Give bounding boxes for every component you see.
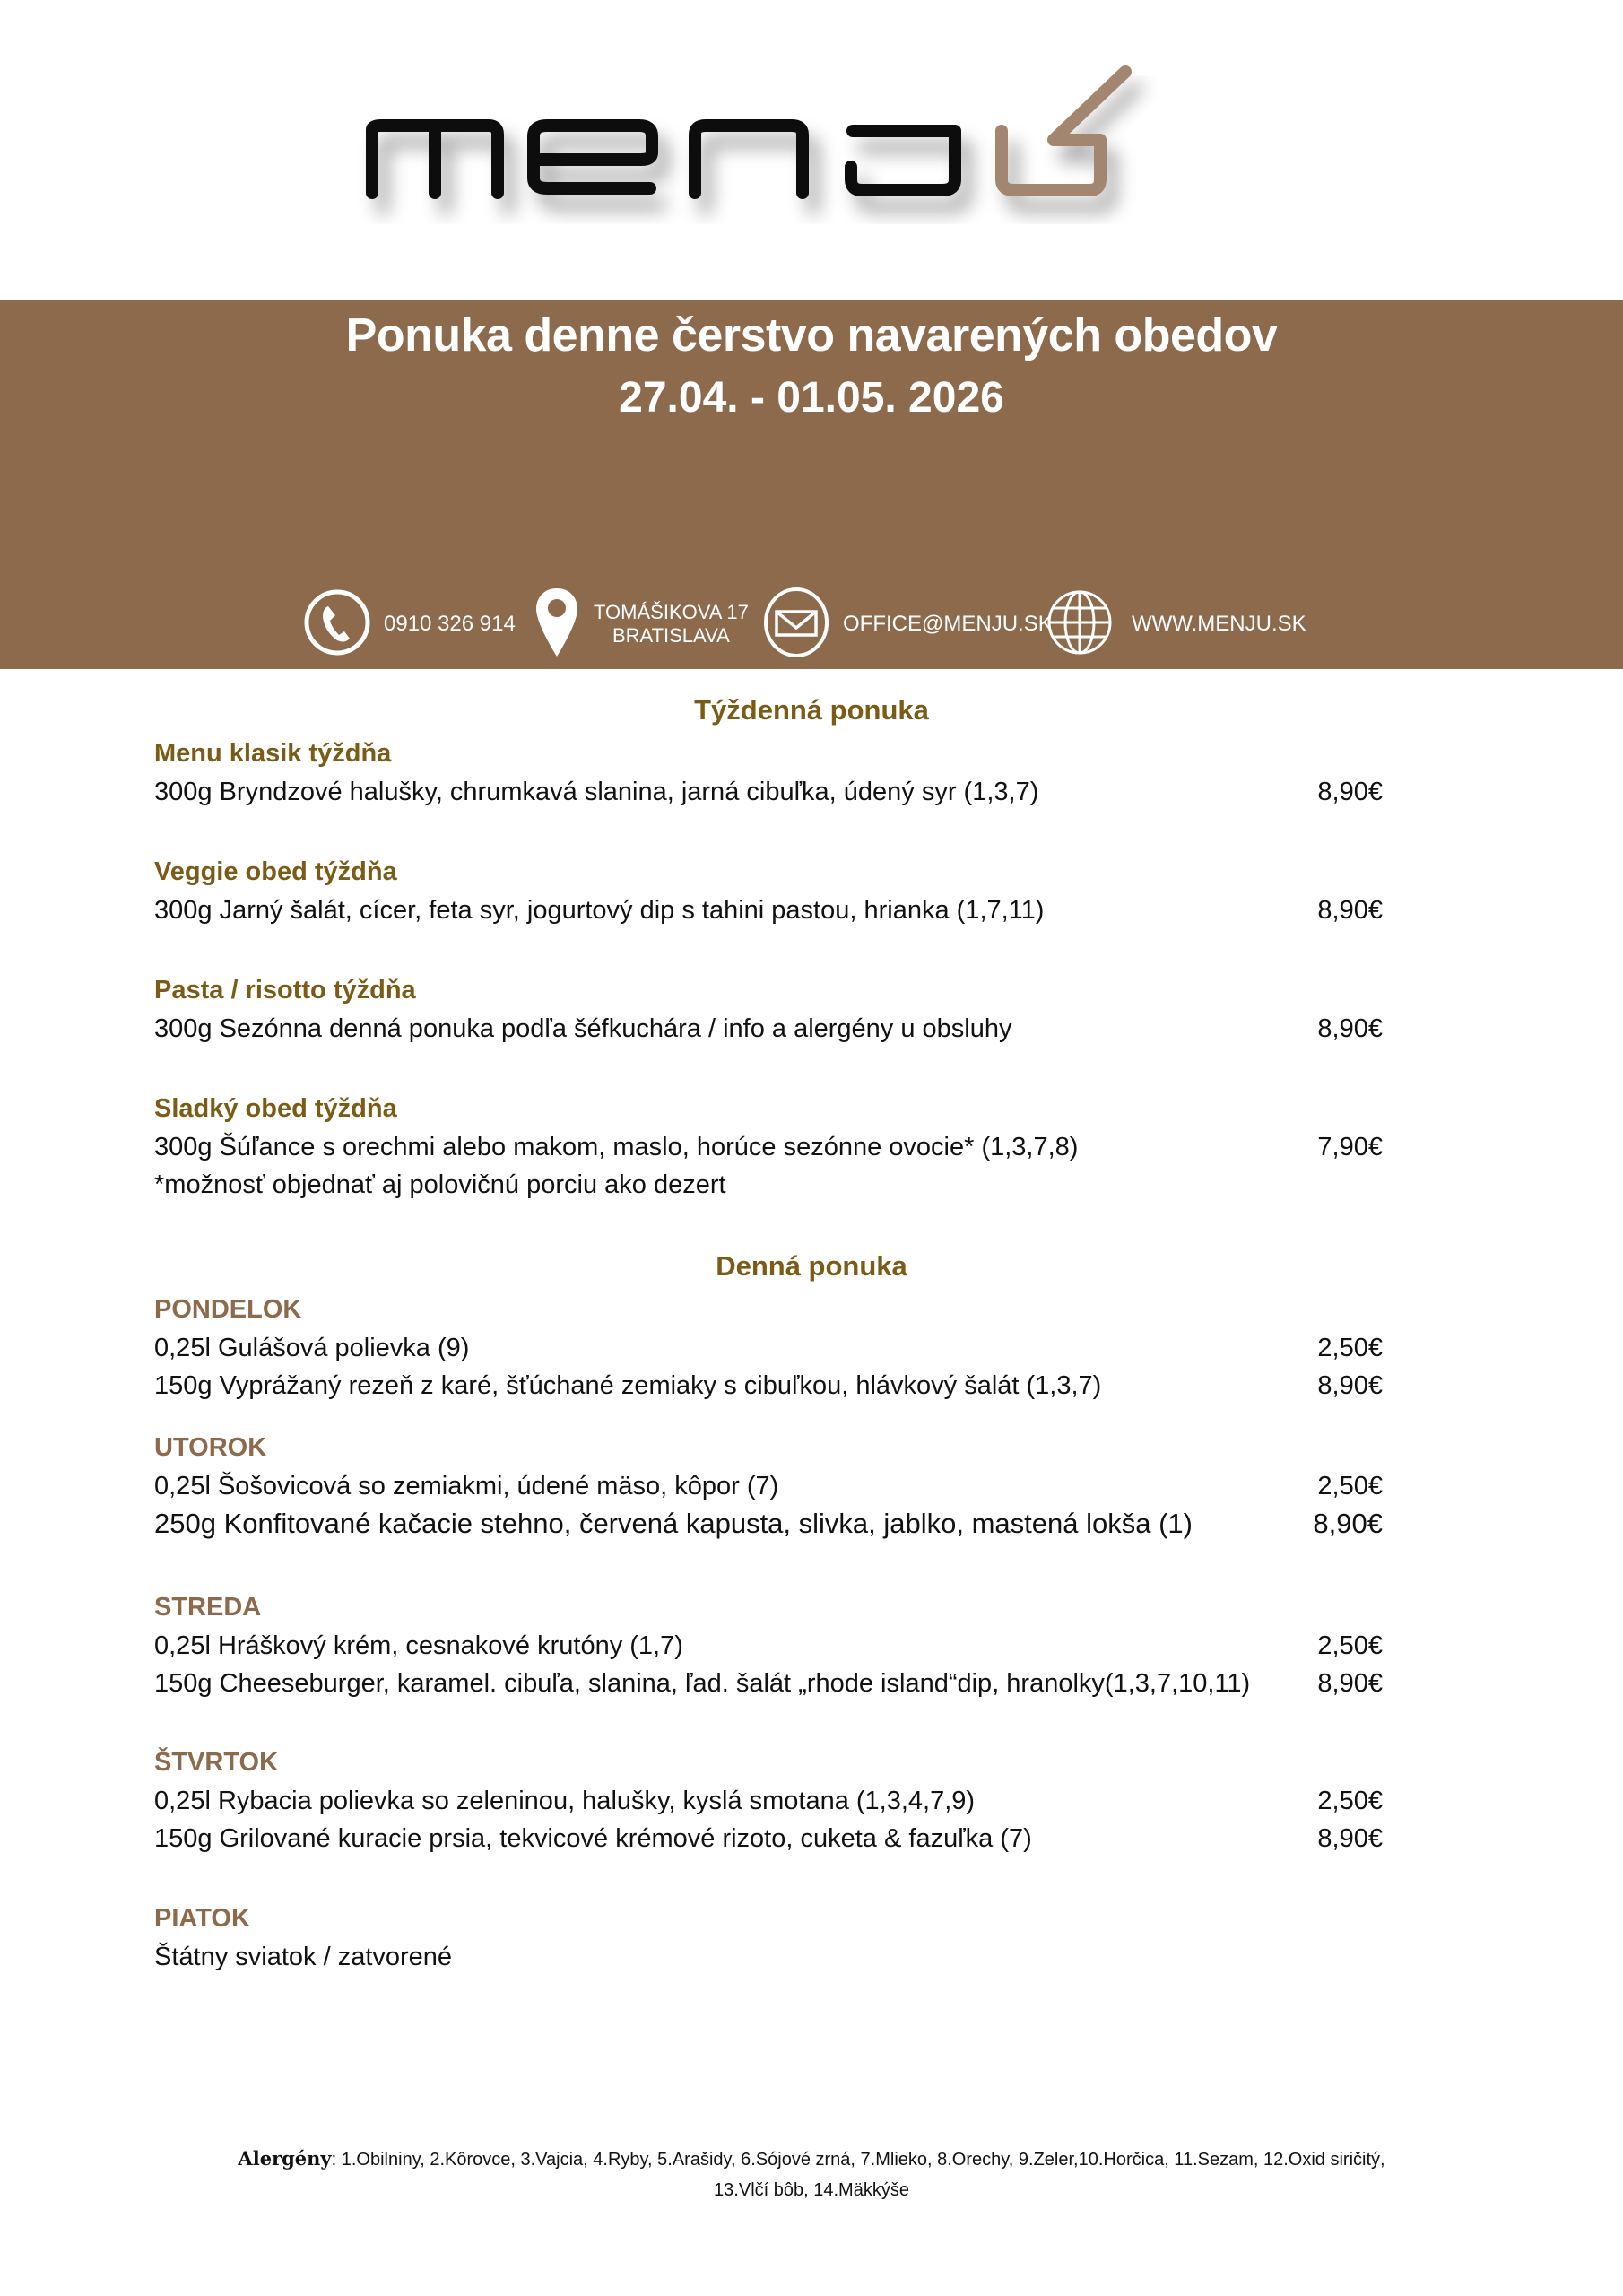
globe-icon: [1046, 588, 1114, 661]
item-description: 300g Jarný šalát, cícer, feta syr, jogurtový dip s tahini pastou, hrianka (1,7,11): [154, 896, 1045, 925]
allergens-legend: [161, 2144, 1462, 2205]
item-description: 150g Grilované kuracie prsia, tekvicové krémové rizoto, cuketa & fazuľka (7): [154, 1824, 1032, 1853]
contact-address[interactable]: [533, 587, 749, 662]
allergens-list-line2: 13.Vlčí bôb, 14.Mäkkýše: [714, 2180, 909, 2200]
item-price: 7,90€: [1317, 1133, 1383, 1161]
menu-item: [154, 1782, 1383, 1820]
daily-offer-title: Denná ponuka: [716, 1250, 907, 1282]
day-title: ŠTVRTOK: [154, 1748, 279, 1777]
day-title: UTOROK: [154, 1433, 267, 1462]
menu-item: [154, 773, 1383, 811]
allergens-list-line1: : 1.Obilniny, 2.Kôrovce, 3.Vajcia, 4.Ryby, 5.Arašidy, 6.Sójové zrná, 7.Mlieko, 8.Orechy, 9.Zeler,10.Horčica, 11.Sezam, 12.Oxid siričitý,: [331, 2150, 1385, 2170]
day-title: PIATOK: [154, 1904, 250, 1933]
weekly-category: [154, 852, 1383, 929]
phone-icon: [303, 588, 371, 661]
item-description: 0,25l Hráškový krém, cesnakové krutóny (1,7): [154, 1631, 683, 1660]
category-title: Pasta / risotto týždňa: [154, 976, 416, 1004]
weekly-category: [154, 970, 1383, 1048]
item-price: 8,90€: [1317, 1824, 1383, 1853]
day-block-thursday: [154, 1743, 1383, 1857]
item-description: 0,25l Gulášová polievka (9): [154, 1334, 470, 1362]
menu-item: [154, 1367, 1383, 1405]
menu-item: [154, 1505, 1383, 1543]
item-price: 2,50€: [1317, 1787, 1383, 1815]
item-price: 8,90€: [1317, 1014, 1383, 1043]
menu-item: [154, 1329, 1383, 1367]
address-city: BRATISLAVA: [612, 624, 730, 647]
menu-item: [154, 1627, 1383, 1665]
day-block-tuesday: [154, 1428, 1383, 1543]
day-block-monday: [154, 1290, 1383, 1405]
item-note: *možnosť objednať aj polovičnú porciu ako dezert: [154, 1170, 726, 1199]
day-title: STREDA: [154, 1593, 262, 1622]
item-price: 2,50€: [1317, 1631, 1383, 1660]
item-description: 0,25l Rybacia polievka so zeleninou, halušky, kyslá smotana (1,3,4,7,9): [154, 1787, 976, 1815]
item-price: 8,90€: [1317, 1371, 1383, 1400]
day-block-wednesday: [154, 1587, 1383, 1702]
date-range: 27.04. - 01.05. 2026: [619, 374, 1004, 422]
menu-item: [154, 1128, 1383, 1166]
email-address: OFFICE@MENJU.SK: [843, 612, 1053, 636]
category-title: Menu klasik týždňa: [154, 739, 392, 768]
allergens-label: Alergény: [238, 2147, 332, 2170]
page-title: Ponuka denne čerstvo navarených obedov: [345, 309, 1278, 361]
address-street: TOMÁŠIKOVA 17: [594, 601, 749, 623]
logo-wordmark-icon: [354, 54, 1215, 224]
weekly-category: [154, 734, 1383, 811]
item-description: 0,25l Šošovicová so zemiakmi, údené mäso, kôpor (7): [154, 1472, 779, 1500]
item-description: 300g Sezónna denná ponuka podľa šéfkuchára / info a alergény u obsluhy: [154, 1014, 1012, 1043]
item-price: 2,50€: [1317, 1334, 1383, 1362]
item-price: 8,90€: [1317, 778, 1383, 806]
item-description: 300g Bryndzové halušky, chrumkavá slanina, jarná cibuľka, údený syr (1,3,7): [154, 778, 1039, 806]
item-price: 8,90€: [1313, 1508, 1383, 1539]
contact-email[interactable]: [762, 587, 1053, 662]
item-description: 250g Konfitované kačacie stehno, červená kapusta, slivka, jablko, mastená lokša (1): [154, 1508, 1193, 1539]
item-price: 8,90€: [1317, 1669, 1383, 1698]
menju-logo: [354, 54, 1215, 224]
menu-item: [154, 1010, 1383, 1048]
website-url: WWW.MENJU.SK: [1132, 612, 1306, 636]
location-pin-icon: [533, 585, 581, 665]
day-title: PONDELOK: [154, 1295, 302, 1324]
menu-item: [154, 891, 1383, 929]
phone-number: 0910 326 914: [384, 612, 516, 636]
item-price: 8,90€: [1317, 896, 1383, 925]
contact-phone[interactable]: [303, 587, 516, 662]
weekly-category: [154, 1089, 1383, 1204]
item-price: 2,50€: [1317, 1472, 1383, 1500]
menu-item: [154, 1665, 1383, 1702]
contact-website[interactable]: [1046, 587, 1306, 662]
envelope-icon: [762, 587, 830, 663]
day-block-friday: [154, 1899, 1383, 1976]
item-description: 300g Šúľance s orechmi alebo makom, maslo, horúce sezónne ovocie* (1,3,7,8): [154, 1133, 1079, 1161]
item-description: 150g Vyprážaný rezeň z karé, šťúchané zemiaky s cibuľkou, hlávkový šalát (1,3,7): [154, 1371, 1102, 1400]
item-description: 150g Cheeseburger, karamel. cibuľa, slanina, ľad. šalát „rhode island“dip, hranolky(1,3,7,10,11): [154, 1669, 1251, 1698]
menu-item: [154, 1467, 1383, 1505]
header-banner: [0, 300, 1623, 669]
category-title: Sladký obed týždňa: [154, 1094, 397, 1123]
weekly-offer-title: Týždenná ponuka: [694, 694, 929, 726]
category-title: Veggie obed týždňa: [154, 857, 397, 886]
day-note: Štátny sviatok / zatvorené: [154, 1943, 453, 1971]
menu-item: [154, 1820, 1383, 1857]
